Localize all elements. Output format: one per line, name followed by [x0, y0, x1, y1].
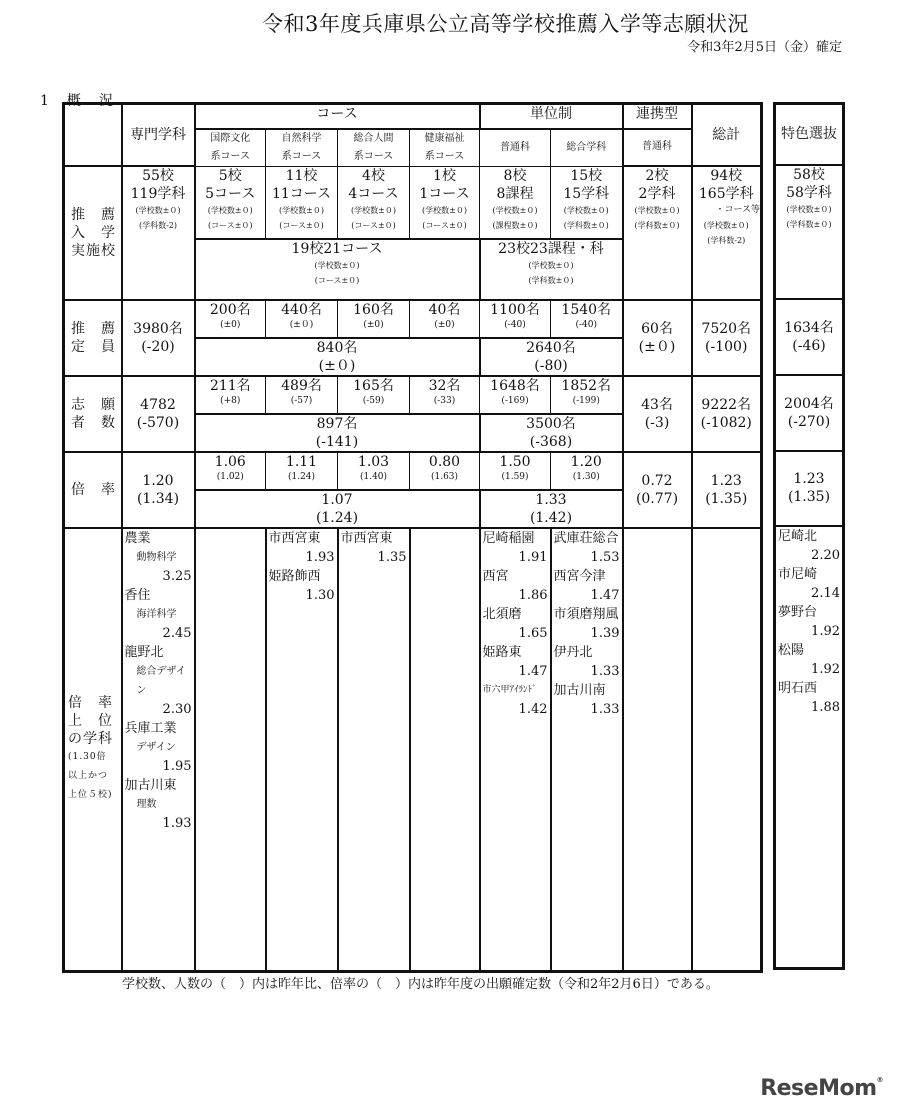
- header-renkei: 連携型: [623, 104, 692, 129]
- ratio-value: 2.14: [811, 585, 840, 601]
- school-name: 市六甲ｱｲﾗﾝﾄﾞ: [482, 685, 537, 695]
- resemom-logo: ReseMom®: [760, 1076, 883, 1101]
- applicants-course-total: 897名 (-141): [195, 414, 480, 452]
- school-name: 夢野台: [778, 604, 818, 620]
- schools-course-cell: 1校 1コース (学校数±０) (コース±０): [410, 166, 480, 239]
- ratio-value: 2.30: [162, 702, 192, 717]
- top-list-tani-sogo: [551, 528, 623, 971]
- capacity-course-total: 840名 (±０): [195, 338, 480, 376]
- applicants-tokushoku: 2004名 (-270): [775, 375, 844, 451]
- ratio-value: 1.91: [518, 550, 548, 565]
- schools-tokushoku: 58校 58学科 (学校数±０) (学科数±０): [775, 165, 844, 299]
- schools-tani-cell: 15校 15学科 (学校数±０) (学科数±０): [551, 166, 623, 239]
- top-list-tokushoku: [775, 526, 844, 969]
- schools-course-cell: 11校 11コース (学校数±０) (コース±０): [266, 166, 338, 239]
- school-name: 加古川南: [553, 683, 606, 698]
- capacity-tokushoku: 1634名 (-46): [775, 299, 844, 375]
- ratio-value: 2.20: [811, 547, 840, 563]
- schools-renkei: 2校 2学科 (学校数±０) (学科数±０): [623, 166, 692, 300]
- top-list-shizen: [266, 528, 338, 971]
- section-heading: 1 概 況: [40, 93, 115, 109]
- applicants-course-cell: 211名 (+8): [195, 376, 266, 414]
- ratio-course-cell: 1.03 (1.40): [338, 452, 410, 490]
- ratio-value: 1.92: [811, 661, 840, 677]
- school-name: 市西宮東: [268, 531, 321, 546]
- header-tani: 単位制: [480, 104, 623, 129]
- ratio-row: [64, 452, 762, 490]
- ratio-tani-cell: 1.50 (1.59): [480, 452, 551, 490]
- school-name: 香住: [124, 588, 151, 603]
- row-label-applicants: 志 願 者 数: [64, 376, 122, 452]
- school-name: 尼崎北: [778, 528, 818, 544]
- capacity-row: [64, 300, 762, 338]
- school-name: 加古川東: [124, 778, 177, 793]
- applicants-row: [64, 376, 762, 414]
- header-total: 総計: [692, 104, 762, 167]
- capacity-renkei: 60名 (±０): [623, 300, 692, 376]
- school-name: 武庫荘総合: [553, 531, 619, 546]
- ratio-value: 1.33: [590, 702, 620, 717]
- school-name: 明石西: [778, 680, 818, 696]
- header-course-kokusai: 国際文化 系コース: [195, 129, 266, 167]
- ratio-value: 1.65: [518, 626, 548, 641]
- ratio-value: 1.92: [811, 623, 840, 639]
- schools-total: 94校 165学科 ・コース等 (学校数±０) (学科数-2): [692, 166, 762, 300]
- school-name: 姫路東: [482, 645, 522, 660]
- department-name: 総合デザイン: [136, 666, 186, 696]
- header-course-shizen: 自然科学 系コース: [266, 129, 338, 167]
- ratio-value: 1.47: [590, 588, 620, 603]
- schools-tani-cell: 8校 8課程 (学校数±０) (課程数±０): [480, 166, 551, 239]
- header-course-kenko: 健康福祉 系コース: [410, 129, 480, 167]
- ratio-value: 1.30: [305, 588, 335, 603]
- ratio-value: 1.93: [305, 550, 335, 565]
- row-label-top: 倍 率 上 位 の学科 (1.30倍 以上かつ 上位５校): [64, 528, 122, 971]
- ratio-value: 1.93: [162, 816, 192, 831]
- corner-cell: [64, 104, 122, 167]
- school-name: 松陽: [778, 642, 805, 658]
- header-renkei-futsu: 普通科: [623, 129, 692, 167]
- header-course: コース: [195, 104, 480, 129]
- capacity-total: 7520名 (-100): [692, 300, 762, 376]
- top-list-total: [692, 528, 762, 971]
- ratio-tokushoku: 1.23 (1.35): [775, 451, 844, 526]
- schools-tani-total: 23校23課程・科 (学校数±０) (学科数±０): [480, 239, 623, 300]
- capacity-course-cell: 40名 (±0): [410, 300, 480, 338]
- header-tani-sogo: 総合学科: [551, 129, 623, 167]
- school-name: 姫路飾西: [268, 569, 321, 584]
- schools-course-cell: 5校 5コース (学校数±０) (コース±０): [195, 166, 266, 239]
- top-ratio-row: [64, 528, 762, 971]
- ratio-senmon: 1.20 (1.34): [122, 452, 195, 528]
- ratio-tani-total: 1.33 (1.42): [480, 490, 623, 528]
- school-name: 北須磨: [482, 607, 522, 622]
- school-name: 兵庫工業: [124, 721, 177, 736]
- capacity-senmon: 3980名 (-20): [122, 300, 195, 376]
- ratio-renkei: 0.72 (0.77): [623, 452, 692, 528]
- school-name: 伊丹北: [553, 645, 593, 660]
- ratio-course-cell: 1.06 (1.02): [195, 452, 266, 490]
- row-label-ratio: 倍 率: [64, 452, 122, 528]
- ratio-value: 1.53: [590, 550, 620, 565]
- ratio-value: 1.35: [377, 550, 407, 565]
- school-name: 市須磨翔風: [553, 607, 619, 622]
- ratio-value: 1.42: [518, 702, 548, 717]
- ratio-total: 1.23 (1.35): [692, 452, 762, 528]
- header-tani-futsu: 普通科: [480, 129, 551, 167]
- top-list-senmon: [122, 528, 195, 971]
- capacity-course-cell: 160名 (±0): [338, 300, 410, 338]
- ratio-value: 3.25: [162, 569, 192, 584]
- school-name: 龍野北: [124, 645, 164, 660]
- applicants-course-cell: 165名 (-59): [338, 376, 410, 414]
- ratio-course-cell: 0.80 (1.63): [410, 452, 480, 490]
- capacity-course-cell: 440名 (±０): [266, 300, 338, 338]
- department-name: 動物科学: [136, 552, 177, 563]
- row-label-schools: 推 薦 入 学 実施校: [64, 166, 122, 300]
- ratio-value: 1.86: [518, 588, 548, 603]
- top-list-kokusai: [195, 528, 266, 971]
- applicants-senmon: 4782 (-570): [122, 376, 195, 452]
- applicants-total: 9222名 (-1082): [692, 376, 762, 452]
- top-list-tani-futsu: [480, 528, 551, 971]
- tokushoku-table: [773, 102, 845, 970]
- capacity-tani-cell: 1100名 (-40): [480, 300, 551, 338]
- applicants-course-cell: 489名 (-57): [266, 376, 338, 414]
- top-list-renkei: [623, 528, 692, 971]
- applicants-course-cell: 32名 (-33): [410, 376, 480, 414]
- ratio-value: 2.45: [162, 626, 192, 641]
- header-row: [64, 104, 762, 129]
- schools-course-total: 19校21コース (学校数±０) (コース±０): [195, 239, 480, 300]
- applicants-tani-total: 3500名 (-368): [480, 414, 623, 452]
- page-title: 令和3年度兵庫県公立高等学校推薦入学等志願状況: [262, 12, 749, 36]
- school-name: 農業: [124, 531, 151, 546]
- ratio-tani-cell: 1.20 (1.30): [551, 452, 623, 490]
- top-list-sogo-ningen: [338, 528, 410, 971]
- ratio-value: 1.95: [162, 759, 192, 774]
- capacity-tani-total: 2640名 (-80): [480, 338, 623, 376]
- schools-course-cell: 4校 4コース (学校数±０) (コース±０): [338, 166, 410, 239]
- capacity-course-cell: 200名 (±0): [195, 300, 266, 338]
- school-name: 西宮: [482, 569, 509, 584]
- row-label-capacity: 推 薦 定 員: [64, 300, 122, 376]
- footnote: 学校数、人数の（ ）内は昨年比、倍率の（ ）内は昨年度の出願確定数（令和2年2月6日）である。: [122, 977, 719, 992]
- schools-senmon: 55校 119学科 (学校数±０) (学科数-2): [122, 166, 195, 300]
- ratio-value: 1.33: [590, 664, 620, 679]
- department-name: 理数: [136, 799, 157, 810]
- applicants-tani-cell: 1852名 (-199): [551, 376, 623, 414]
- confirmed-date: 令和3年2月5日（金）確定: [687, 40, 842, 55]
- applicants-renkei: 43名 (-3): [623, 376, 692, 452]
- ratio-course-total: 1.07 (1.24): [195, 490, 480, 528]
- ratio-course-cell: 1.11 (1.24): [266, 452, 338, 490]
- header-course-sogo-ningen: 総合人間 系コース: [338, 129, 410, 167]
- header-tokushoku: 特色選抜: [775, 104, 844, 165]
- school-name: 市西宮東: [340, 531, 393, 546]
- applicants-tani-cell: 1648名 (-169): [480, 376, 551, 414]
- header-senmon: 専門学科: [122, 104, 195, 167]
- schools-row: [64, 166, 762, 239]
- capacity-tani-cell: 1540名 (-40): [551, 300, 623, 338]
- school-name: 市尼崎: [778, 566, 818, 582]
- school-name: 尼崎稲園: [482, 531, 535, 546]
- department-name: 海洋科学: [136, 609, 177, 620]
- ratio-value: 1.88: [811, 699, 840, 715]
- school-name: 西宮今津: [553, 569, 606, 584]
- department-name: デザイン: [136, 742, 176, 753]
- top-list-kenko: [410, 528, 480, 971]
- ratio-value: 1.47: [518, 664, 548, 679]
- summary-table: [62, 102, 763, 973]
- ratio-value: 1.39: [590, 626, 620, 641]
